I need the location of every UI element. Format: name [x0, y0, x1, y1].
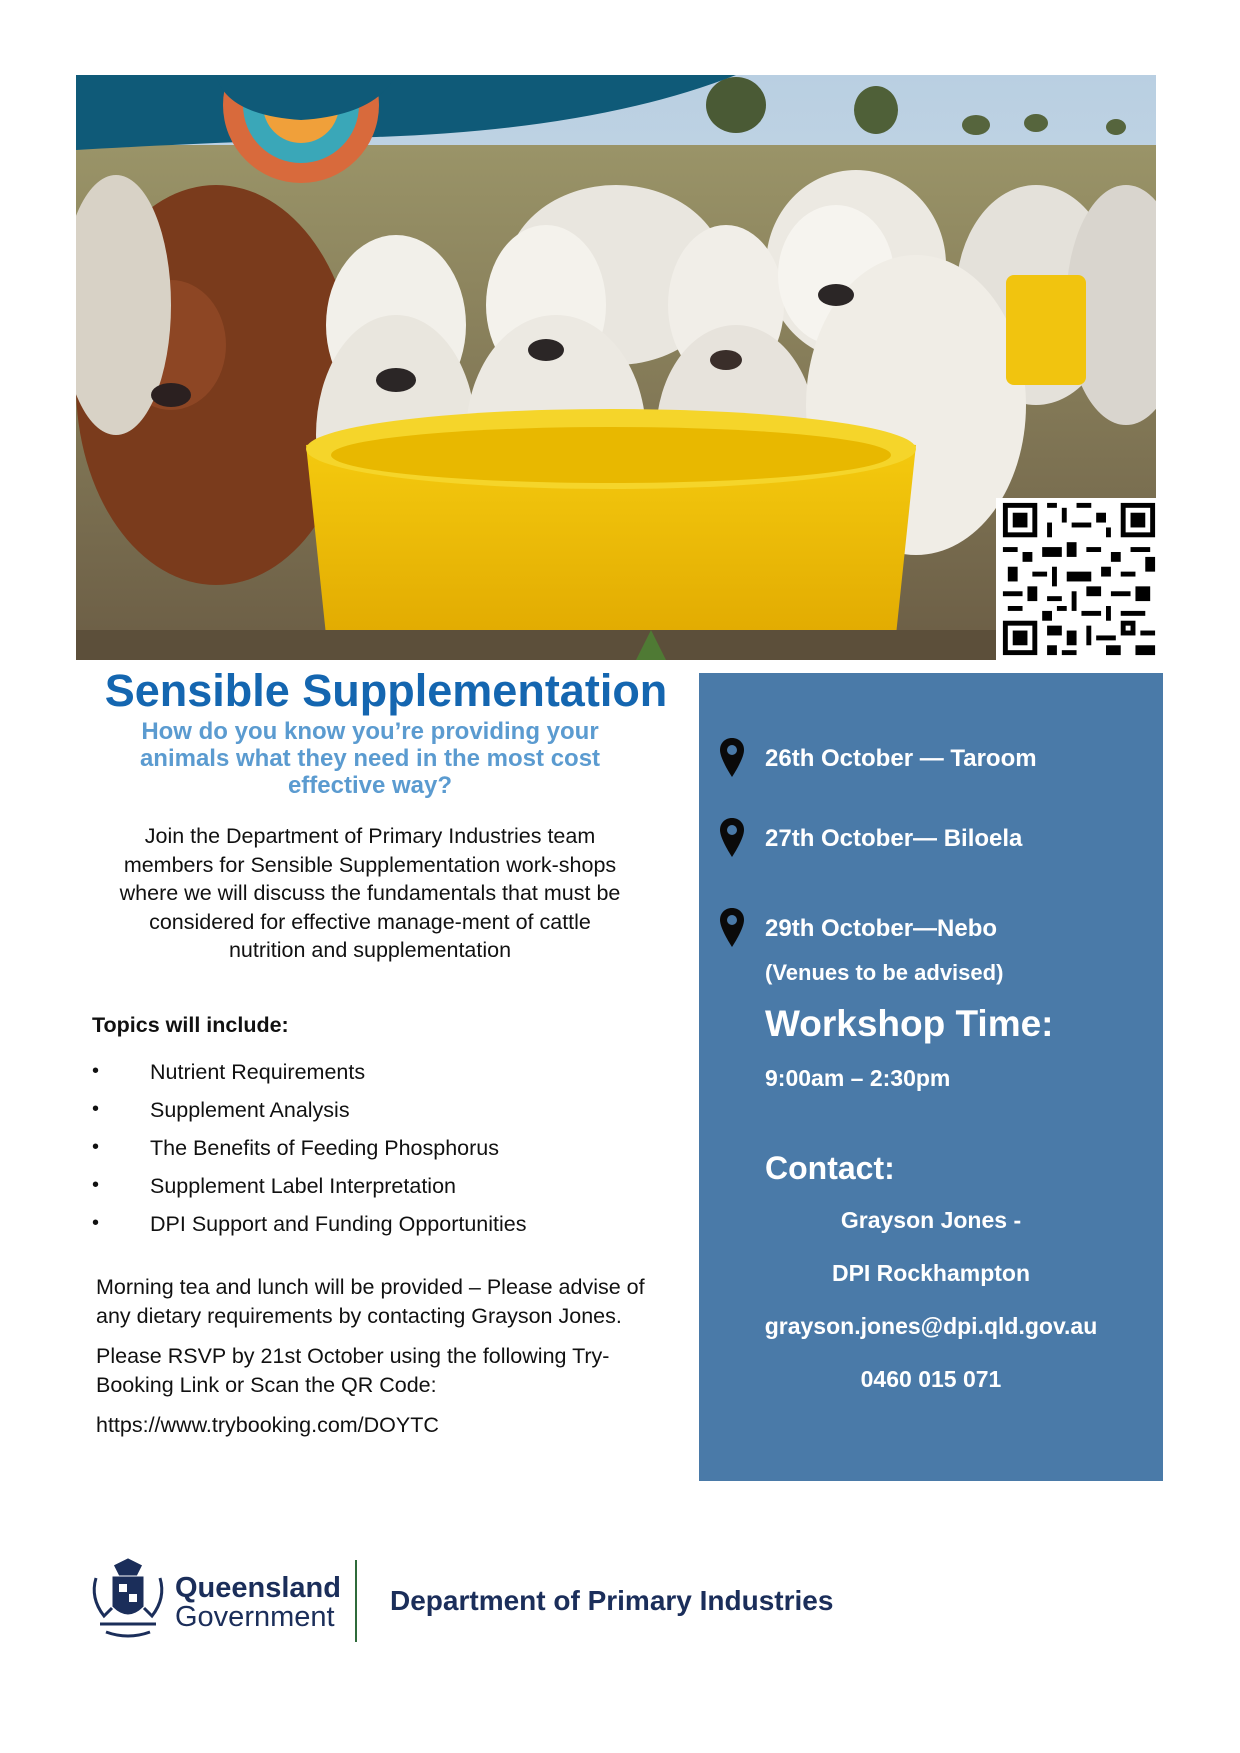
contact-office: DPI Rockhampton: [831, 1260, 1031, 1286]
queensland-crest-logo: [86, 1558, 170, 1645]
bullet: •: [92, 1098, 100, 1120]
topics-heading: Topics will include:: [92, 1013, 289, 1037]
location-item: [719, 817, 1022, 859]
topic-label: Supplement Label Interpretation: [150, 1174, 456, 1198]
catering-note: Morning tea and lunch will be provided – Please advise of any dietary requirements by contacting Grayson Jones.: [96, 1275, 645, 1328]
workshop-time-heading: Workshop Time:: [765, 1003, 1054, 1044]
queensland-government-wordmark: [175, 1574, 341, 1632]
coat-of-arms-icon: [86, 1558, 170, 1640]
list-item: [92, 1174, 526, 1212]
department-name: Department of Primary Industries: [390, 1585, 834, 1616]
contact-email[interactable]: grayson.jones@dpi.qld.gov.au: [764, 1313, 1098, 1339]
location-label: 27th October— Biloela: [765, 825, 1023, 852]
page-title: Sensible Supplementation: [104, 665, 668, 716]
booking-link[interactable]: https://www.trybooking.com/DOYTC: [96, 1413, 439, 1437]
map-pin-icon: [719, 817, 745, 859]
topic-label: DPI Support and Funding Opportunities: [150, 1212, 527, 1236]
footer-divider: [355, 1560, 357, 1642]
notes-section: [96, 1273, 676, 1452]
location-item: [719, 907, 997, 949]
map-pin-icon: [719, 737, 745, 779]
contact-phone[interactable]: 0460 015 071: [860, 1366, 1002, 1392]
subtitle: How do you know you’re providing your animals what they need in the most cost effective way?: [139, 718, 601, 799]
bullet: •: [92, 1136, 100, 1158]
hero-photo: [76, 75, 1156, 660]
intro-text: Join the Department of Primary Industries team members for Sensible Supplementation work-shops where we will discuss the fundamentals that must be considered for effective manage-ment of cattle nutrition and supplementation: [119, 824, 621, 962]
topic-label: The Benefits of Feeding Phosphorus: [150, 1136, 499, 1160]
workshop-time: 9:00am – 2:30pm: [765, 1065, 951, 1091]
topics-list: [92, 1060, 526, 1250]
gov-line1: Queensland: [175, 1572, 341, 1604]
location-label: 26th October — Taroom: [765, 745, 1037, 772]
bullet: •: [92, 1060, 100, 1082]
cattle-photo-illustration: [76, 75, 1156, 660]
list-item: [92, 1212, 526, 1250]
bullet: •: [92, 1212, 100, 1234]
list-item: [92, 1060, 526, 1098]
venues-note: (Venues to be advised): [765, 960, 1004, 985]
map-pin-icon: [719, 907, 745, 949]
qr-code[interactable]: [996, 498, 1162, 660]
contact-name: Grayson Jones -: [840, 1207, 1022, 1233]
topic-label: Nutrient Requirements: [150, 1060, 366, 1084]
list-item: [92, 1098, 526, 1136]
gov-line2: Government: [175, 1601, 335, 1633]
bullet: •: [92, 1174, 100, 1196]
info-panel: [699, 673, 1163, 1481]
contact-heading: Contact:: [765, 1150, 895, 1186]
rsvp-note: Please RSVP by 21st October using the following Try-Booking Link or Scan the QR Code:: [96, 1344, 610, 1397]
location-label: 29th October—Nebo: [765, 915, 998, 942]
qr-code-graphic: [996, 498, 1162, 660]
list-item: [92, 1136, 526, 1174]
topic-label: Supplement Analysis: [150, 1098, 350, 1122]
location-item: [719, 737, 1037, 779]
